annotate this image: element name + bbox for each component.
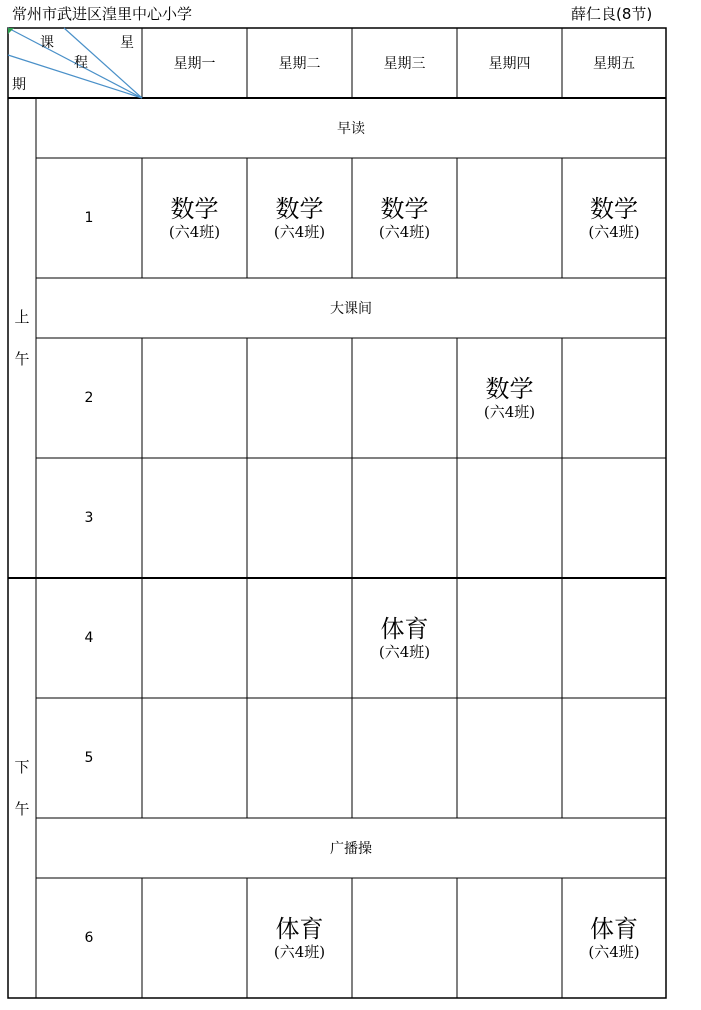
lesson-subject: 数学 [170,195,219,223]
lesson-p4-fri [562,578,666,698]
lesson-p6-wed [352,878,457,998]
period-number-5: 5 [84,750,94,766]
session-afternoon [8,578,36,998]
lesson-p5-wed [352,698,457,818]
band-big-break: 大课间 [330,301,372,317]
lesson-p1-fri [562,158,666,278]
session-afternoon-char-2: 午 [14,800,30,818]
day-header-thu: 星期四 [488,56,531,72]
session-morning [8,98,36,578]
lesson-p5-mon [142,698,247,818]
lesson-p6-tue [247,878,352,998]
lesson-class: (六4班) [273,943,326,961]
session-morning-char-2: 午 [14,350,30,368]
lesson-class: (六4班) [378,223,431,241]
lesson-class: (六4班) [483,403,536,421]
lesson-p4-tue [247,578,352,698]
lesson-p2-wed [352,338,457,458]
session-afternoon-char-1: 下 [14,758,30,776]
lesson-p6-thu [457,878,562,998]
lesson-p1-tue [247,158,352,278]
period-number-6: 6 [84,930,94,946]
day-header-mon: 星期一 [173,56,216,72]
lesson-p5-thu [457,698,562,818]
lesson-p2-fri [562,338,666,458]
corner-label-weekday-2: 期 [12,77,26,93]
lesson-subject: 数学 [380,195,429,223]
lesson-p6-mon [142,878,247,998]
lesson-p2-mon [142,338,247,458]
lesson-p4-thu [457,578,562,698]
teacher-name: 薛仁良(8节) [571,5,653,23]
lesson-p2-thu [457,338,562,458]
lesson-subject: 体育 [590,915,638,943]
lesson-subject: 数学 [485,375,534,403]
lesson-subject: 体育 [380,615,429,643]
lesson-p3-wed [352,458,457,578]
lesson-class: (六4班) [588,943,640,961]
lesson-class: (六4班) [273,223,326,241]
day-header-tue: 星期二 [278,56,321,72]
lesson-p2-tue [247,338,352,458]
lesson-class: (六4班) [588,223,640,241]
lesson-p3-tue [247,458,352,578]
lesson-p4-wed [352,578,457,698]
corner-label-course-1: 课 [40,35,54,51]
corner-label-course-2: 程 [74,55,88,71]
lesson-subject: 数学 [275,195,324,223]
lesson-p3-thu [457,458,562,578]
band-exercise: 广播操 [330,841,372,857]
lesson-p6-fri [562,878,666,998]
period-number-4: 4 [84,630,94,646]
lesson-p1-thu [457,158,562,278]
school-name: 常州市武进区湟里中心小学 [12,5,193,23]
band-morning-read: 早读 [337,121,365,137]
lesson-p5-fri [562,698,666,818]
lesson-subject: 体育 [275,915,324,943]
lesson-p1-wed [352,158,457,278]
day-header-wed: 星期三 [383,56,426,72]
lesson-class: (六4班) [378,643,431,661]
period-number-3: 3 [84,510,94,526]
lesson-p4-mon [142,578,247,698]
lesson-subject: 数学 [590,195,638,223]
lesson-p3-mon [142,458,247,578]
lesson-class: (六4班) [168,223,221,241]
lesson-p3-fri [562,458,666,578]
day-header-fri: 星期五 [593,56,635,72]
period-number-1: 1 [84,210,94,226]
period-number-2: 2 [84,390,94,406]
corner-label-weekday-1: 星 [120,35,134,51]
session-morning-char-1: 上 [14,308,30,326]
lesson-p5-tue [247,698,352,818]
lesson-p1-mon [142,158,247,278]
